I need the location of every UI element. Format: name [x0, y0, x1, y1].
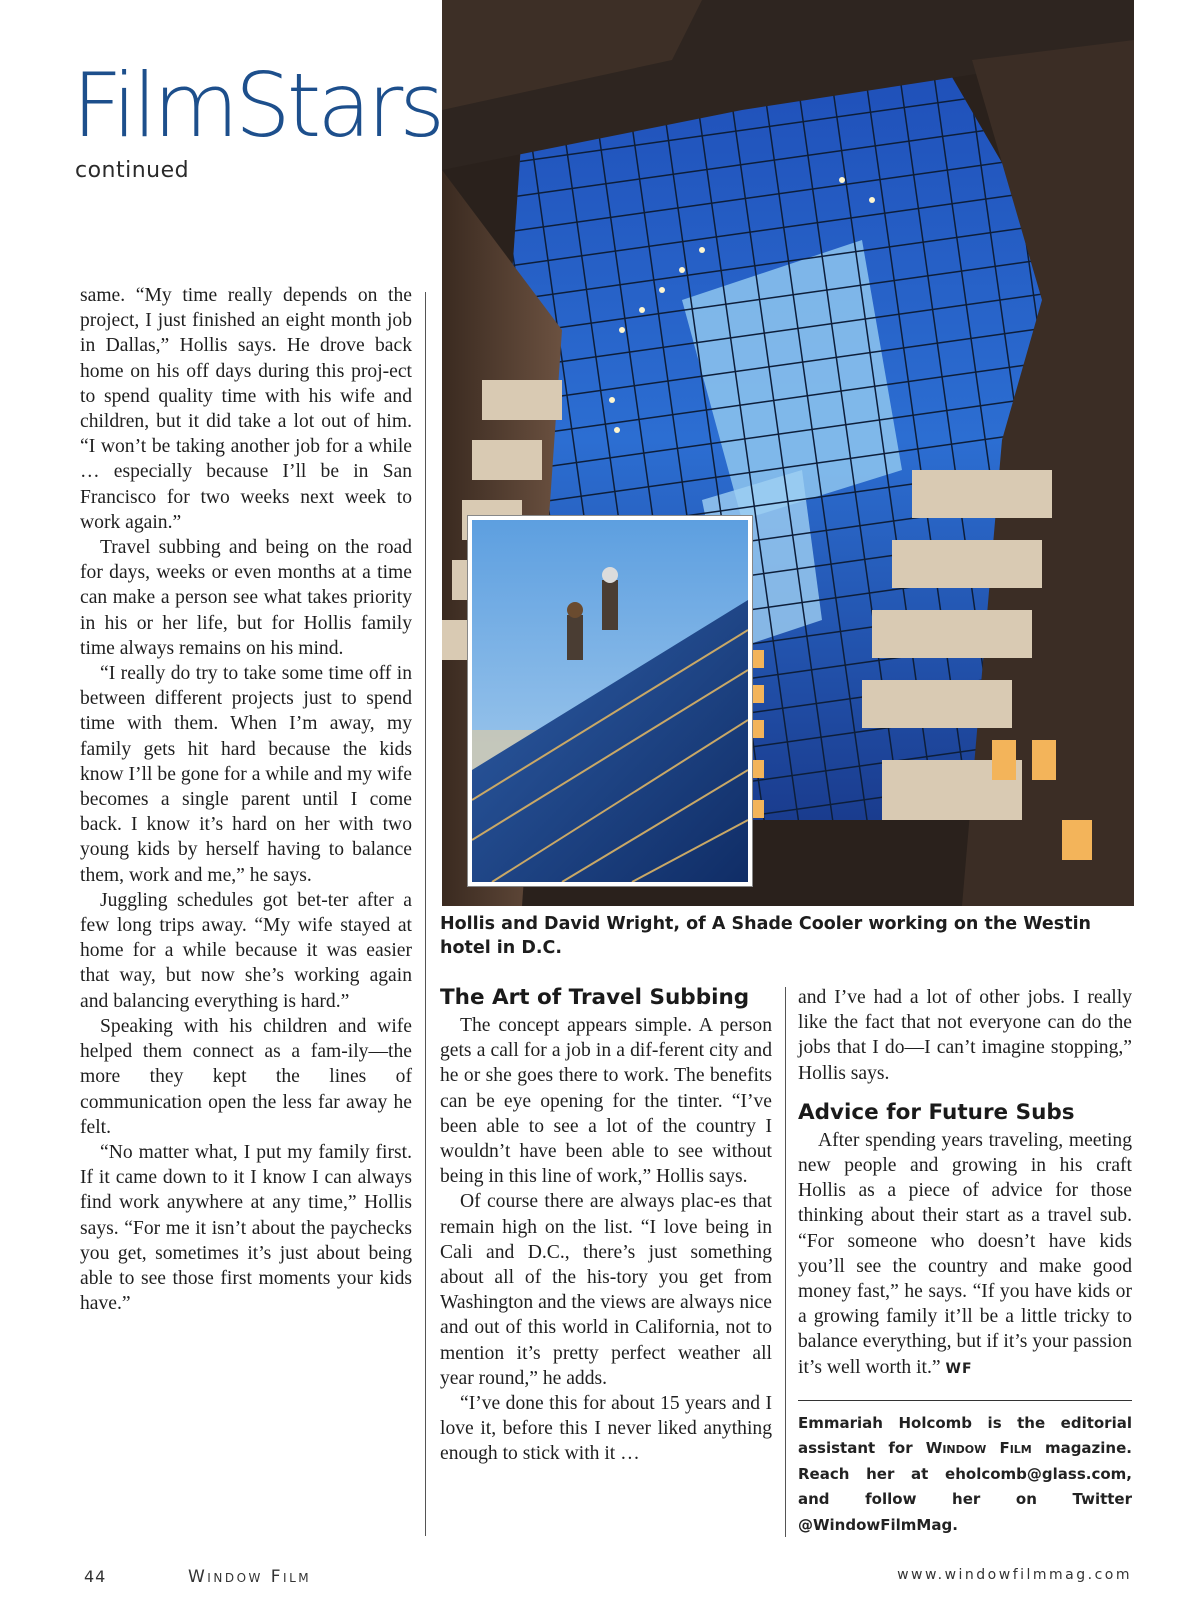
footer-website: www.windowfilmmag.com — [897, 1567, 1132, 1583]
bio-text: Emmariah Holcomb is the editorial assistant for — [798, 1413, 1132, 1458]
paragraph: “I really do try to take some time off in between different projects just to spend time with them. When I’m away, my family gets hit hard because the kids know I’ll be gone for a while and my wife becomes a single parent until I come back. I know it’s hard on her with two young kids by herself having to balance them, work and me,” he says. — [80, 663, 412, 886]
paragraph: and I’ve had a lot of other jobs. I really like the fact that not everyone can do the jobs that I do—I can’t imagine stopping,” Hollis says. — [798, 987, 1132, 1084]
section-heading: Advice for Future Subs — [798, 1099, 1075, 1125]
column-divider — [785, 987, 786, 1537]
paragraph-text: After spending years traveling, meeting new people and growing in his craft Hollis as a piece of advice for those thinking about their start as a travel sub. “For someone who doesn’t have kids you’ll see the country and make good money fast,” he says. “If you have kids or a growing family it’ll be a little tricky to balance everything, but if it’s your passion it’s well worth it.” — [798, 1129, 1132, 1378]
paragraph: Travel subbing and being on the road for days, weeks or even months at a time can make a person see what takes priority in his or her life, but for Hollis family time always remains on his mind. — [80, 537, 412, 659]
bio-text: magazine. Reach her at eholcomb@glass.com, and follow her on Twitter @WindowFilmMag. — [798, 1439, 1132, 1534]
paragraph: Speaking with his children and wife helped them connect as a fam-ily—the more they kept the lines of communication open the less far away he felt. — [80, 1015, 412, 1138]
footer-magazine-name: Window Film — [188, 1567, 312, 1587]
photo-caption: Hollis and David Wright, of A Shade Cooler working on the Westin hotel in D.C. — [440, 914, 1092, 958]
section-heading: The Art of Travel Subbing — [440, 985, 750, 1010]
bio-magazine-name: Window Film — [925, 1439, 1032, 1458]
column-divider — [425, 292, 426, 1536]
paragraph: The concept appears simple. A person gets a call for a job in a dif-ferent city and he or she goes there to work. The benefits can be eye opening for the tinter. “I’ve been able to see a lot of the country I wouldn’t have been able to see without being in this line of work,” Hollis says. — [440, 1015, 772, 1188]
section-title: FilmStars — [72, 54, 442, 157]
bio-divider — [798, 1400, 1132, 1401]
end-mark: WF — [945, 1360, 973, 1377]
author-bio — [798, 1411, 1132, 1539]
article-column-3 — [798, 985, 1132, 1538]
inset-illustration — [472, 520, 748, 882]
paragraph: “No matter what, I put my family first. If it came down to it I know I can always find work anywhere at any time,” Hollis says. “For me it isn’t about the paychecks you get, sometimes it’s just about being able to see those first moments your kids have.” — [80, 1141, 412, 1315]
article-column-1 — [80, 283, 412, 1316]
section-subtitle: continued — [75, 158, 190, 183]
article-column-2 — [440, 985, 772, 1467]
page-number: 44 — [84, 1567, 107, 1586]
inset-photo — [468, 516, 752, 886]
paragraph: Of course there are always plac-es that remain high on the list. “I love being in Cali and D.C., there’s just something about all of the his-tory you get from Washington and the views are always nice and out of this world in California, not to mention it’s pretty perfect weather all year round,” he adds. — [440, 1191, 772, 1389]
paragraph: “I’ve done this for about 15 years and I love it, before this I never liked anything enough to stick with it … — [440, 1393, 772, 1465]
paragraph: Juggling schedules got bet-ter after a few long trips away. “My wife stayed at home for a while because it was easier that way, but now she’s working again and balancing everything is hard.” — [80, 889, 412, 1012]
paragraph — [798, 1128, 1132, 1382]
paragraph: same. “My time really depends on the project, I just finished an eight month job in Dallas,” Hollis says. He drove back home on his off days during this proj-ect to spend quality time with his wife and children, but it did take a lot out of him. “I won’t be taking another job for a while … especially because I’ll be in San Francisco for two weeks next week to work again.” — [80, 285, 412, 533]
